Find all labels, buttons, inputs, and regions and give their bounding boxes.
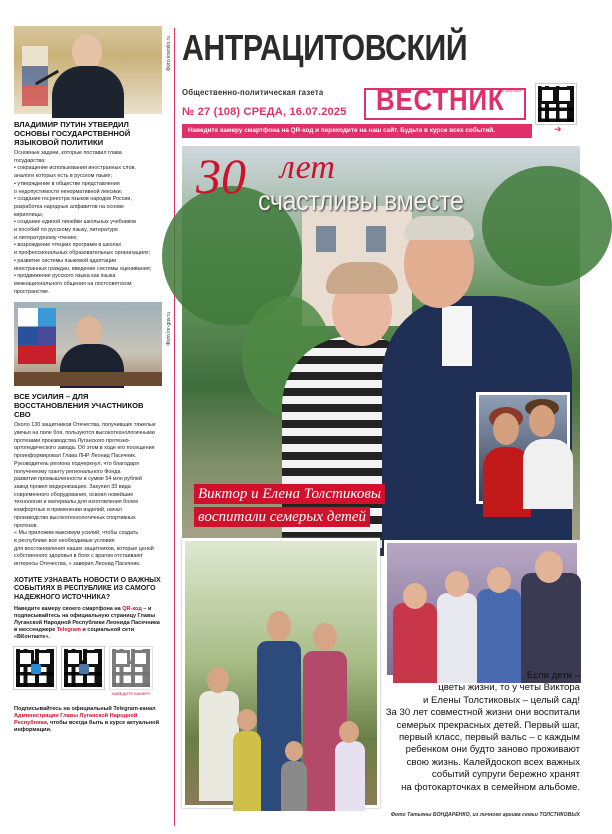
family-garden-photo: [182, 538, 380, 808]
left-column: [14, 26, 172, 824]
text-line: цветы жизни, то у четы Виктора: [438, 682, 580, 694]
text-line: • сокращение использования иностранных слов,: [14, 165, 136, 172]
headline-number: 30: [196, 148, 246, 204]
photo-credit: Фото kremlin.ru: [166, 36, 172, 71]
news-text: [14, 422, 162, 568]
telegram-qr-code[interactable]: [14, 647, 56, 689]
text-line: проинформировал Глава ЛНР Леонид Пасечник.: [14, 453, 137, 460]
news-title: ВСЕ УСИЛИЯ – ДЛЯ ВОССТАНОВЛЕНИЯ УЧАСТНИКОВ СВО: [14, 392, 144, 420]
text-line: событий супруги бережно хранят: [431, 769, 580, 781]
text-line: и Елены Толстиковых – целый сад!: [422, 694, 580, 706]
children-photo: [384, 540, 580, 678]
text-line: иностранных граждан, введение системы оценивания;: [14, 265, 152, 272]
site-qr-code[interactable]: [536, 84, 576, 124]
text-line: о недопустимости ненормативной лексики;: [14, 188, 123, 195]
region-mark: ЛУГАНСКАЯ: [498, 88, 522, 93]
text-line: пространстве.: [14, 288, 50, 295]
headline-word: лет: [280, 149, 335, 186]
text-line: • утверждение в обществе представления: [14, 180, 120, 187]
photo-credit: Фото Татьяны БОНДАРЕНКО, из личного архива семьи ТОЛСТИКОВЫХ: [390, 812, 580, 818]
qr-codes: [14, 647, 162, 696]
vk-qr-code[interactable]: [62, 647, 104, 689]
arrow-icon: ➜: [554, 124, 562, 134]
text-line: полученному гранту регионального Фонда: [14, 468, 121, 475]
text-line: протезов.: [14, 522, 38, 529]
text-line: производство высокотехнологичных спортивных: [14, 514, 136, 521]
feature-article: [182, 146, 580, 816]
text-line: • создание единой линейки школьных учебников: [14, 219, 137, 226]
text-line: • создание госреестра языков народов России,: [14, 196, 132, 203]
photo-credit: Фото lnr-gov.ru: [166, 312, 172, 346]
text-line: кириллицы;: [14, 211, 44, 218]
newspaper-subtitle: Общественно-политическая газета: [182, 88, 324, 97]
text-line: межнационального общения на постсоветском: [14, 280, 132, 287]
photo-caption: Виктор и Елена Толстиковы воспитали семерых детей: [194, 484, 385, 530]
text-line: • развитие системы языковой адаптации: [14, 257, 117, 264]
news-text: [14, 150, 162, 296]
newspaper-title: АНТРАЦИТОВСКИЙ: [182, 27, 468, 68]
text-line: протезами производства Луганского протезно-: [14, 437, 131, 444]
text-line: За 30 лет совместной жизни они воспитали: [385, 707, 580, 719]
subscribe-text: Подписывайтесь на официальный Telegram-канал Администрации Главы Луганской Народной Республики, чтобы всегда быть в курсе актуальной информации.: [14, 705, 160, 733]
text-line: завод провел модернизацию. Закупил 33 вида: [14, 483, 131, 490]
text-line: в республике все необходимые условия: [14, 537, 115, 544]
putin-photo: [14, 26, 172, 114]
qr-block-title: ХОТИТЕ УЗНАВАТЬ НОВОСТИ О ВАЖНЫХ СОБЫТИЯХ В РЕСПУБЛИКЕ ИЗ САМОГО НАДЕЖНОГО ИСТОЧНИКА?: [14, 576, 161, 601]
text-line: комфортных в применении изделий, начал: [14, 507, 122, 514]
text-line: Около 130 защитников Отечества, получивших тяжелые: [14, 422, 156, 429]
young-couple-photo: [476, 392, 570, 504]
text-line: и профессиональных образовательных организациях;: [14, 250, 151, 257]
pasechnik-photo: [14, 302, 172, 386]
text-line: Основные задачи, которые поставил глава: [14, 150, 122, 156]
text-line: технологии и материалы для изготовления более: [14, 499, 139, 506]
column-divider: [174, 28, 175, 826]
news-title: ВЛАДИМИР ПУТИН УТВЕРДИЛ ОСНОВЫ ГОСУДАРСТВЕННОЙ ЯЗЫКОВОЙ ПОЛИТИКИ: [14, 120, 131, 147]
text-line: увечья на поле боя, пользуются высокотехнологичными: [14, 430, 155, 437]
text-line: для восстановления наших защитников, которые ценой: [14, 545, 154, 552]
text-line: первый класс, первый вальс – с каждым: [398, 732, 580, 744]
telegram-icon: [31, 664, 41, 674]
text-line: семерых прекрасных детей. Первый шаг,: [396, 719, 580, 731]
text-line: государства:: [14, 157, 46, 164]
article-lead: [368, 670, 580, 794]
text-line: • возрождение чтецких программ в школах: [14, 242, 122, 249]
text-line: на фотокарточках в семейном альбоме.: [401, 781, 580, 793]
qr-banner: Наведите камеру смартфона на QR-код и переходите на наш сайт. Будьте в курсе всех событий.: [182, 124, 532, 138]
text-line: свою жизнь. Калейдоскоп всех важных: [406, 756, 580, 768]
text-line: ортопедического завода. Об этом в ходе его посещения: [14, 445, 155, 452]
text-line: • продвижение русского языка как языка: [14, 273, 116, 280]
issue-info: № 27 (108) СРЕДА, 16.07.2025: [182, 106, 347, 118]
text-line: современного оборудования, освоил новейшие: [14, 491, 134, 498]
qr-block-text: Наведите камеру своего смартфона на QR-код – и подписывайтесь на официальную страницу Главы Луганской Народной Республики Леонида Пасечника в мессенджере Telegram и социальной сети «ВКонтакте».: [14, 605, 160, 640]
text-line: Если дети –: [526, 670, 580, 681]
masthead: [182, 28, 578, 138]
couple-photo: [182, 146, 580, 546]
text-line: собственного здоровья в боях с врагом отстаивают: [14, 553, 143, 560]
text-line: развития промышленности в сумме 54 млн рублей: [14, 476, 142, 483]
text-line: Руководитель региона подчеркнул, что благодаря: [14, 460, 139, 467]
text-line: разработка народных алфавитов на основе: [14, 203, 125, 210]
headline: счастливы вместе: [258, 185, 464, 216]
admin-telegram-qr-code[interactable]: [110, 647, 152, 689]
text-line: и литературному чтению;: [14, 234, 78, 241]
vk-icon: [79, 664, 89, 674]
text-line: интересы Отечества, » заверил Леонид Пасечник.: [14, 561, 141, 568]
qr-caption: НАВЕДИТЕ КАМЕРУ: [111, 690, 151, 696]
newspaper-name: ВЕСТНИК: [376, 84, 505, 117]
text-line: ребенком они будто заново проживают: [405, 744, 580, 756]
text-line: « Мы приложим максимум усилий, чтобы создать: [14, 530, 139, 537]
text-line: аналоги которых есть в русском языке;: [14, 173, 113, 180]
text-line: и пособий по русскому языку, литературе: [14, 227, 118, 234]
